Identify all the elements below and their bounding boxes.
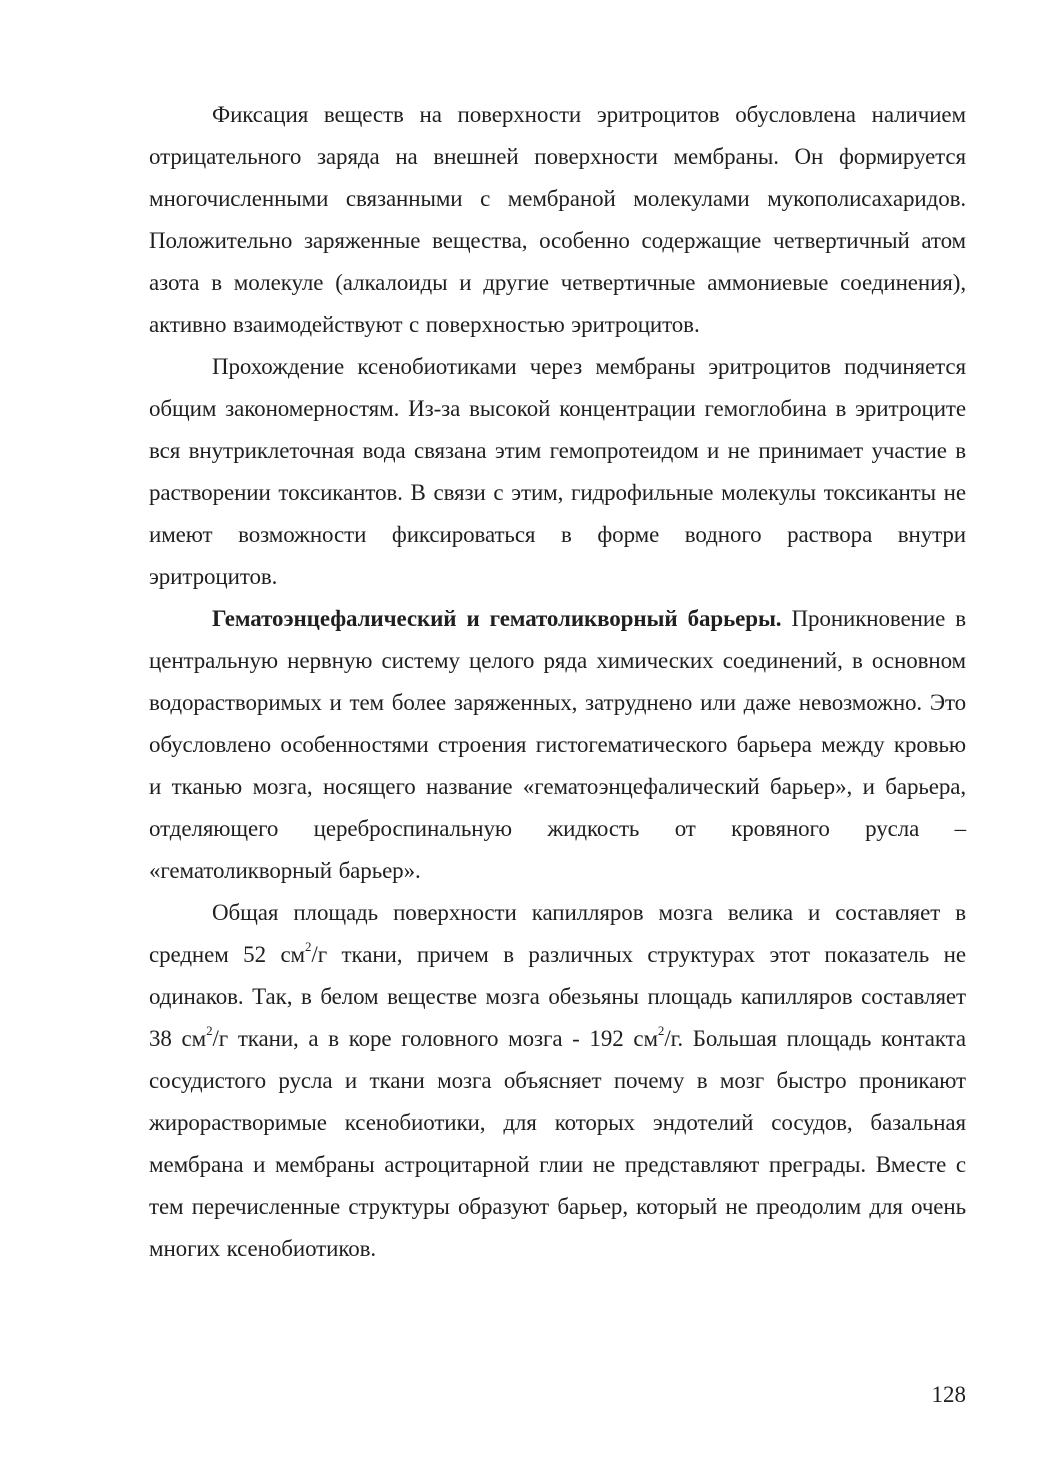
superscript: 2 xyxy=(657,1023,665,1039)
page-number: 128 xyxy=(931,1382,966,1407)
paragraph-text: Проникновение в центральную нервную систему целого ряда химических соединений, в основном водорастворимых и тем более заряженных, затруднено или даже невозможно. Это обусловлено особенностями строения гистогематического барьера между кровью и тканью мозга, носящего название «гематоэнцефалический барьер», и барьера, отделяющего цереброспинальную жидкость от кровяного русла – «гематоликворный барьер». xyxy=(149,606,966,883)
paragraph-text: Прохождение ксенобиотиками через мембраны эритроцитов подчиняется общим закономерностям. Из-за высокой концентрации гемоглобина в эритроците вся внутриклеточная вода связана этим гемопротеидом и не принимает участие в растворении токсикантов. В связи с этим, гидрофильные молекулы токсиканты не имеют возможности фиксироваться в форме водного раствора внутри эритроцитов. xyxy=(149,354,966,589)
paragraph-text-part: /г. Большая площадь контакта сосудистого русла и ткани мозга объясняет почему в мозг быстро проникают жирорастворимые ксенобиотики, для которых эндотелий сосудов, базальная мембрана и мембраны астроцитарной глии не представляют преграды. Вместе с тем перечисленные структуры образуют барьер, который не преодолим для очень многих ксенобиотиков. xyxy=(149,1026,967,1261)
superscript: 2 xyxy=(206,1023,213,1039)
paragraph-text-part: Общая площадь поверхности капилляров мозга велика и составляет в среднем 52 см xyxy=(149,900,966,967)
paragraph-text-part: /г ткани, причем в различных структурах этот показатель не одинаков. Так, в белом веществе мозга обезьяны площадь капилляров составляет 38 см xyxy=(149,942,966,1051)
section-heading-inline: Гематоэнцефалический и гематоликворный барьеры. xyxy=(212,606,782,631)
paragraph-erythrocyte-fixation xyxy=(149,94,966,346)
paragraph-xenobiotic-passage xyxy=(149,346,966,598)
superscript: 2 xyxy=(305,939,312,955)
paragraph-text-part: /г ткани, а в коре головного мозга - 192 см xyxy=(212,1026,658,1051)
paragraph-capillary-area xyxy=(149,892,966,1270)
paragraph-text: Фиксация веществ на поверхности эритроцитов обусловлена наличием отрицательного заряда на внешней поверхности мембраны. Он формируется многочисленными связанными с мембраной молекулами мукополисахаридов. Положительно заряженные вещества, особенно содержащие четвертичный атом азота в молекуле (алкалоиды и другие четвертичные аммониевые соединения), активно взаимодействуют с поверхностью эритроцитов. xyxy=(149,102,966,337)
page-body xyxy=(149,94,966,1270)
paragraph-blood-brain-barrier xyxy=(149,598,966,892)
